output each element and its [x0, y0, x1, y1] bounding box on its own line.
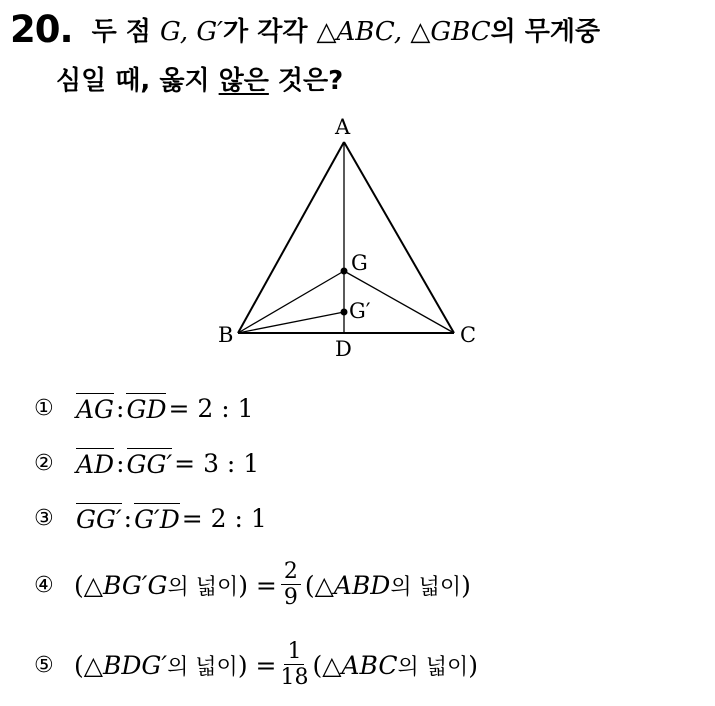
label-g-prime: G′	[349, 299, 371, 323]
label-b: B	[218, 323, 234, 347]
option-5[interactable]: ⑤ ( △ BDG′ 의 넓이 ) = $\frac{1}{18}$ ( △ ABC 의 넓이 )	[34, 639, 479, 691]
label-d: D	[335, 337, 352, 361]
option-1[interactable]: ① AG : GD = 2 : 1	[34, 394, 254, 424]
option-marker: ②	[34, 451, 54, 476]
question-text-line1: 두 점 G, G′가 각각 △ABC, △GBC의 무게중	[91, 17, 601, 47]
fraction: $\frac{1}{18}$	[280, 639, 309, 691]
label-c: C	[460, 323, 477, 347]
option-marker: ③	[34, 506, 54, 531]
underlined-word: 않은	[218, 66, 269, 96]
segment-bgp	[238, 312, 344, 333]
triangle-diagram	[210, 110, 500, 370]
label-g: G	[351, 251, 368, 275]
label-a: A	[335, 115, 351, 139]
question-text-line2: 심일 때, 옳지 않은 것은?	[56, 66, 344, 96]
option-marker: ⑤	[34, 652, 54, 678]
point-g	[341, 268, 348, 275]
question-header	[10, 8, 600, 51]
side-ab	[238, 142, 344, 333]
option-2[interactable]: ② AD : GG′ = 3 : 1	[34, 449, 260, 479]
option-marker: ①	[34, 396, 54, 421]
question-number: 20.	[10, 8, 73, 51]
fraction: $\frac{2}{9}$	[281, 560, 301, 610]
option-3[interactable]: ③ GG′ : G′D = 2 : 1	[34, 504, 267, 534]
option-marker: ④	[34, 572, 54, 598]
segment-bg	[238, 271, 344, 333]
point-g-prime	[341, 309, 348, 316]
option-4[interactable]: ④ ( △ BG′G 의 넓이 ) = $\frac{2}{9}$ ( △ ABD 의 넓이 )	[34, 559, 471, 611]
triangle-figure	[210, 110, 500, 370]
